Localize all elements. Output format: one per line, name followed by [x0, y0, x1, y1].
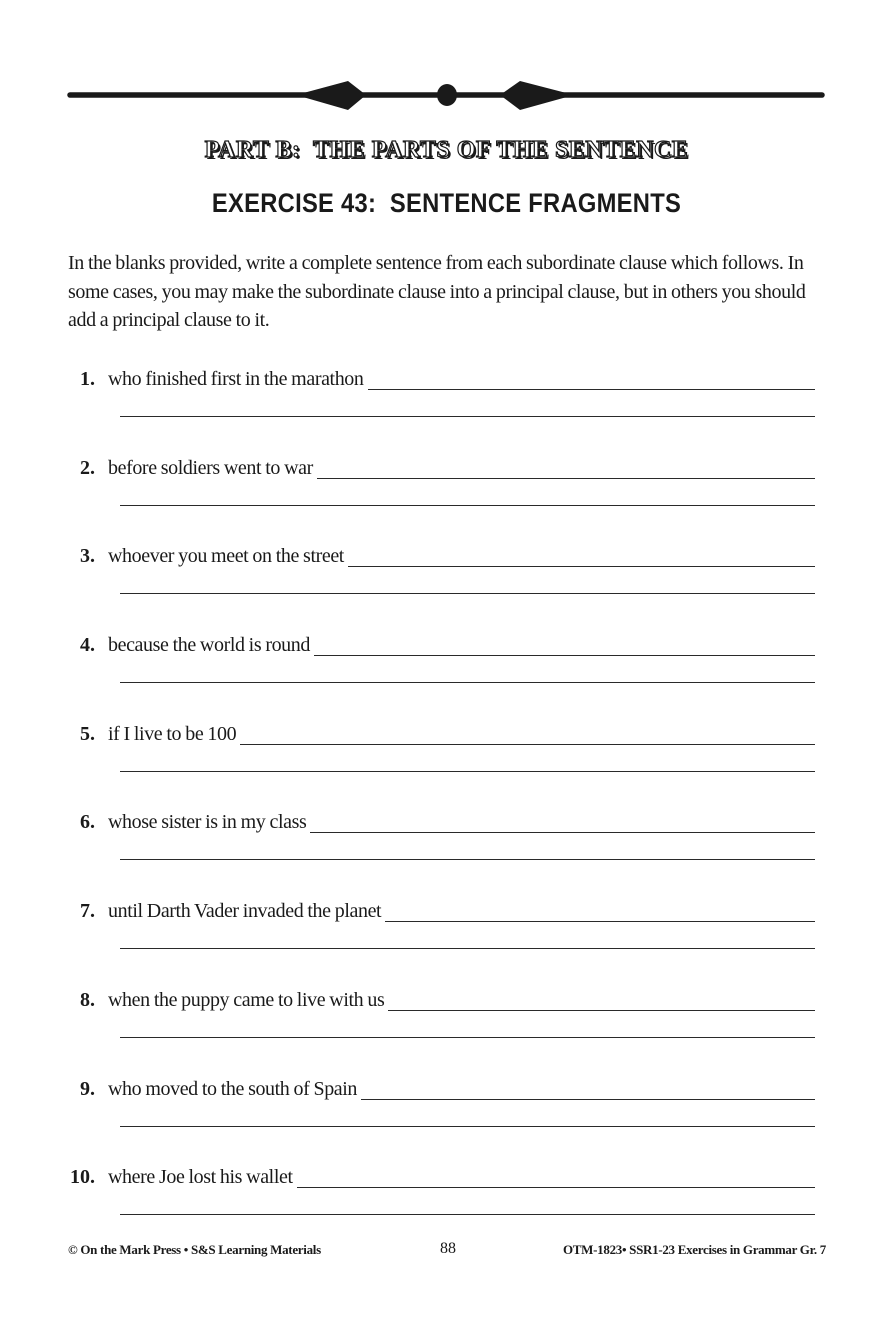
exercise-item	[0, 987, 893, 1067]
item-clause: because the world is round	[108, 634, 314, 657]
item-clause: who moved to the south of Spain	[108, 1078, 361, 1101]
answer-blank-line-2[interactable]	[120, 948, 815, 949]
exercise-item	[0, 1164, 893, 1244]
item-clause: whose sister is in my class	[108, 811, 310, 834]
exercise-item	[0, 1076, 893, 1156]
exercise-item	[0, 632, 893, 712]
item-number: 8.	[80, 989, 95, 1011]
answer-blank-line-2[interactable]	[120, 1126, 815, 1127]
item-number: 4.	[80, 634, 95, 656]
item-number: 6.	[80, 811, 95, 833]
item-clause: who finished first in the marathon	[108, 368, 368, 391]
exercise-item	[0, 366, 893, 446]
exercise-item	[0, 898, 893, 978]
item-number: 5.	[80, 723, 95, 745]
answer-blank-line-2[interactable]	[120, 1214, 815, 1215]
instructions-paragraph: In the blanks provided, write a complete sentence from each subordinate clause which follows. In some cases, you may make the subordinate clause into a principal clause, but in others you should add a principal clause to it.	[68, 252, 806, 331]
item-clause: if I live to be 100	[108, 723, 240, 746]
page-number: 88	[440, 1240, 456, 1257]
answer-blank-line-2[interactable]	[120, 682, 815, 683]
item-number: 7.	[80, 900, 95, 922]
exercise-title: EXERCISE 43: SENTENCE FRAGMENTS	[211, 188, 682, 218]
item-number: 3.	[80, 545, 95, 567]
item-clause: where Joe lost his wallet	[108, 1166, 297, 1189]
answer-blank-line-2[interactable]	[120, 1037, 815, 1038]
page-footer	[68, 1242, 826, 1262]
item-clause: whoever you meet on the street	[108, 545, 348, 568]
part-title: PART B: THE PARTS OF THE SENTENCE	[204, 137, 689, 163]
item-number: 1.	[80, 368, 95, 390]
answer-blank-line-2[interactable]	[120, 416, 815, 417]
answer-blank-line-2[interactable]	[120, 771, 815, 772]
exercise-item	[0, 721, 893, 801]
item-number: 9.	[80, 1078, 95, 1100]
exercise-item	[0, 543, 893, 623]
item-clause: when the puppy came to live with us	[108, 989, 388, 1012]
item-clause: before soldiers went to war	[108, 457, 317, 480]
item-number: 10.	[70, 1166, 95, 1188]
answer-blank-line-2[interactable]	[120, 593, 815, 594]
item-number: 2.	[80, 457, 95, 479]
item-clause: until Darth Vader invaded the planet	[108, 900, 385, 923]
footer-product-code: OTM-1823• SSR1-23 Exercises in Grammar Gr. 7	[562, 1242, 826, 1257]
exercise-item	[0, 809, 893, 889]
footer-copyright: © On the Mark Press • S&S Learning Materials	[68, 1242, 321, 1257]
answer-blank-line-2[interactable]	[120, 505, 815, 506]
answer-blank-line-2[interactable]	[120, 859, 815, 860]
exercise-item	[0, 455, 893, 535]
